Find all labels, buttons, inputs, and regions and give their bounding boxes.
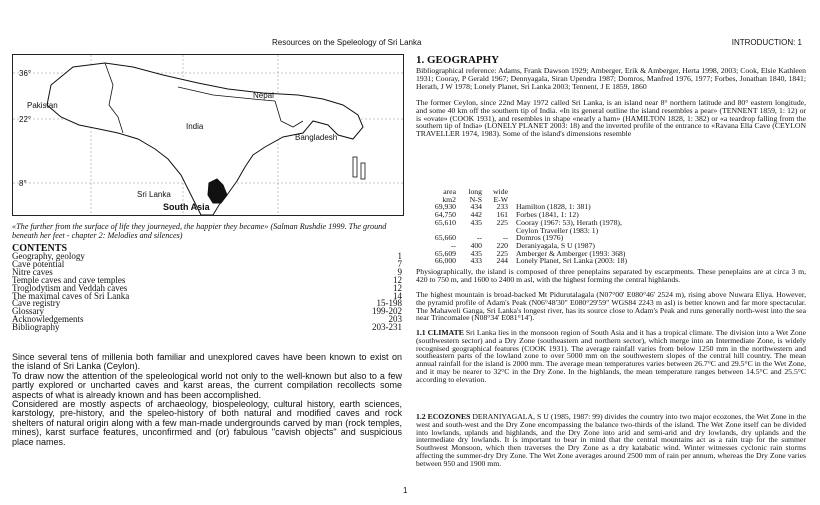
intro-paragraph: To draw now the attention of the speleological world not only to the well-known but also to a few partly explored or uncharted caves and karst areas, the current compilation recollects some aspects of what is already known and has been accomplished.	[12, 370, 402, 400]
epigraph-quote: «The further from the surface of life they journeyed, the happier they became» (Salman Rushdie 1999. The ground beneath her feet - chapter 2: Melodies and silences)	[12, 222, 387, 240]
table-cell: 69,930	[434, 202, 456, 212]
table-cell: Domros (1976)	[516, 233, 564, 243]
intro-paragraph: Considered are mostly aspects of archaeology, biospeleology, cultural history, earth sciences, karstology, pre-history, and the speleo-history of both natural and modified caves and rock shelters of natural origin along with a few man-made undergrounds carved by man (rock temples, mines), karst surface features, unconfirmed and (or) fabulous "cavish objects" and suspicious place names.	[12, 399, 402, 447]
table-row	[416, 219, 806, 227]
table-header-cell	[516, 188, 806, 196]
table-cell: 435	[470, 217, 482, 227]
table-cell: --	[476, 233, 482, 243]
section-heading-geography: 1. GEOGRAPHY	[416, 54, 500, 66]
table-cell: 65,610	[434, 217, 456, 227]
toc-entry-label: Nitre caves	[12, 266, 53, 277]
toc-entry-label: The maximal caves of Sri Lanka	[12, 290, 130, 301]
toc-entry-label: Bibliography	[12, 322, 60, 333]
table-cell: 400	[470, 240, 482, 250]
toc-entry-page: 12	[393, 274, 402, 285]
table-cell: 64,750	[434, 210, 456, 220]
toc-entry-page: 199-202	[372, 306, 402, 317]
table-cell: --	[450, 240, 456, 250]
toc-entry-page: 15-198	[376, 298, 402, 309]
map-drawing	[13, 55, 403, 215]
table-header-cell: E-W	[493, 194, 508, 204]
table-row	[416, 257, 806, 265]
toc-entry-label: Glossary	[12, 306, 44, 317]
map-label-bangladesh: Bangladesh	[295, 133, 338, 142]
table-row	[416, 227, 806, 235]
table-cell: 66,000	[434, 256, 456, 266]
table-cell: 435	[470, 248, 482, 258]
south-asia-map	[12, 54, 404, 216]
toc-entry-label: Cave registry	[12, 298, 61, 309]
table-cell: 220	[496, 240, 508, 250]
table-cell: Deraniyagala, S U (1987)	[516, 240, 595, 250]
table-cell: 65,609	[434, 248, 456, 258]
introduction-text	[12, 353, 402, 447]
running-header-title: Resources on the Speleology of Sri Lanka	[272, 38, 422, 47]
toc-entry[interactable]	[12, 300, 402, 308]
toc-entry-page: 12	[393, 282, 402, 293]
island-dimensions-table	[416, 188, 806, 265]
table-header-cell: km2	[442, 194, 456, 204]
table-header-cell: area	[443, 187, 456, 196]
map-label-india: India	[186, 122, 204, 131]
table-cell: 433	[470, 256, 482, 266]
page-number: 1	[403, 486, 408, 495]
geography-paragraph: The former Ceylon, since 22nd May 1972 called Sri Lanka, is an island near 8° northern latitude and 80° eastern longitude, and some 40 km off the southern tip of India. «In its general outline the island resembles a pear» (TENNENT 1859, 1: 12) or is «ovate» (COOK 1931), and resembles in shape «nearly a ham» (HAMILTON 1828, 1: 382) or «a teardrop falling from the southern tip of India» (LONELY PLANET 2003: 18) and the inverted profile of the entrance to «Ravana Ella Cave (CEYLON TRAVELLER 1974, 1983). Some of the island's dimensions resemble	[416, 98, 806, 139]
toc-entry[interactable]	[12, 316, 402, 324]
climate-text: Sri Lanka lies in the monsoon region of South Asia and it has a tropical climate. The division into a Wet Zone (southwestern sector) and a Dry Zone (southeastern and northern sector), which merge into an Intermediate Zone, is widely recognised geographical features (COOK 1931). The average rainfall varies from below 1250 mm in the northwestern and southeastern parts of the lowland zone to over 5000 mm on the southwestern slopes of the central hill country. The mean annual rainfall for the island is 2000 mm. The average mean temperatures varies between 26.7°C and 29.5°C in the Wet Zone, and it may be nearer to 32°C in the Dry Zone. In the highlands, the mean temperature ranges between 14.5°C and 25.5°C according to elevation.	[416, 328, 806, 384]
table-cell: Ceylon Traveller (1983: 1)	[516, 225, 599, 235]
table-cell: Lonely Planet, Sri Lanka (2003: 18)	[516, 256, 628, 266]
intro-paragraph: Since several tens of millenia both familiar and unexplored caves have been known to exist on the island of Sri Lanka (Ceylon).	[12, 352, 402, 372]
toc-entry-page: 9	[397, 266, 402, 277]
bibliographical-reference: Bibliographical reference: Adams, Frank Dawson 1929; Amberger, Erik & Amberger, Herta 1998, 2003; Cook, Elsie Kathleen 1931; Cooray, P Gerald 1967; Dennyagala, Siran Upendra 1987; Domros, Manfred 1976, 1977; Forbes, Jonathan 1840, 1841; Herath, J W 1978; Lonely Planet, Sri Lanka 2003; Tennent, J E 1859, 1860	[416, 66, 806, 91]
climate-heading: 1.1 CLIMATE	[416, 328, 464, 337]
latitude-label-8: 8°	[19, 179, 27, 188]
table-header-cell: N-S	[469, 194, 482, 204]
table-cell: 244	[496, 256, 508, 266]
table-cell: Cooray (1967: 53), Herath (1978),	[516, 217, 622, 227]
table-cell: 442	[470, 210, 482, 220]
map-label-nepal: Nepal	[253, 91, 274, 100]
toc-entry-label: Temple caves and cave temples	[12, 274, 126, 285]
map-caption: South Asia	[163, 202, 210, 212]
toc-entry-page: 14	[393, 290, 402, 301]
table-cell: 233	[496, 202, 508, 212]
toc-entry-label: Geography, geology	[12, 251, 85, 261]
table-cell: 225	[496, 248, 508, 258]
toc-entry[interactable]	[12, 324, 402, 332]
table-cell: Amberger & Amberger (1993: 368)	[516, 248, 626, 258]
table-header-cell: long	[468, 187, 482, 196]
toc-entry-label: Troglodytism and Veddah caves	[12, 282, 128, 293]
latitude-label-36: 36°	[19, 69, 32, 78]
ecozones-paragraph	[416, 413, 806, 468]
map-label-pakistan: Pakistan	[27, 101, 58, 110]
toc-entry-label: Cave potential	[12, 258, 65, 269]
ecozones-heading: 1.2 ECOZONES	[416, 412, 471, 421]
toc-entry-page: 203	[388, 314, 402, 325]
table-cell: Forbes (1841, 1: 12)	[516, 210, 579, 220]
table-cell: 161	[496, 210, 508, 220]
running-header-section: INTRODUCTION: 1	[731, 38, 802, 47]
table-cell: --	[502, 233, 508, 243]
toc-entry-page: 7	[397, 258, 402, 269]
highest-mountain-paragraph: The highest mountain is broad-backed Mt Pidurutalagala (N07°00' E080°46' 2524 m), rising above Nuwara Eliya. However, the pyramid profile of Adam's Peak (N06°48'30" E080°29'59" WGS84 2243 m asl) is better known and far more spectacular. The Mahaweli Ganga, Sri Lanka's longest river, has its source close to Adam's Peak and runs generally north-west into the sea near Trincomalee (N08°34' E081°14').	[416, 290, 806, 323]
table-cell: 225	[496, 217, 508, 227]
ecozones-text: DERANIYAGALA, S U (1985, 1987: 99) divides the country into two major ecozones, the Wet Zone in the west and south-west and the Dry Zone encompassing the balance two-thirds of the island. The Wet Zone itself can be divided into lowlands, uplands and highlands, and the Dry Zone into arid and semi-arid and dry lowlands, dry uplands and the intermediate dry lowlands. It is important to bear in mind that the central mountains act as a rain trap for the summer Southwest Monsoon, which then traverses the Dry Zone as a dry katabatic wind. Winter witnesses cyclonic rain storms affecting the summer-dry Dry Zone. The Wet Zone averages around 2500 mm of rain per annum, whereas the Dry Zone varies between 950 and 1900 mm.	[416, 412, 806, 468]
table-cell: 65,660	[434, 233, 456, 243]
table-of-contents	[12, 253, 402, 332]
contents-title: CONTENTS	[12, 243, 68, 254]
latitude-label-22: 22°	[19, 115, 32, 124]
toc-entry-page: 203-231	[372, 322, 402, 333]
table-cell: Hamilton (1828, 1: 381)	[516, 202, 591, 212]
map-label-sri-lanka: Sri Lanka	[137, 190, 171, 199]
toc-entry[interactable]	[12, 253, 402, 261]
table-cell: 434	[470, 202, 482, 212]
toc-entry-page: 1	[397, 251, 402, 261]
toc-entry[interactable]	[12, 258, 402, 269]
table-header-cell: wide	[493, 187, 508, 196]
toc-entry-label: Acknowledgements	[12, 314, 84, 325]
physiography-paragraph: Physiographically, the island is composed of three peneplains separated by escarpments. These peneplains are at circa 3 m, 420 to 750 m, and 1600 to 2400 m asl, with the highest forming the central highlands.	[416, 267, 806, 284]
toc-entry[interactable]	[12, 290, 402, 301]
climate-paragraph	[416, 329, 806, 384]
